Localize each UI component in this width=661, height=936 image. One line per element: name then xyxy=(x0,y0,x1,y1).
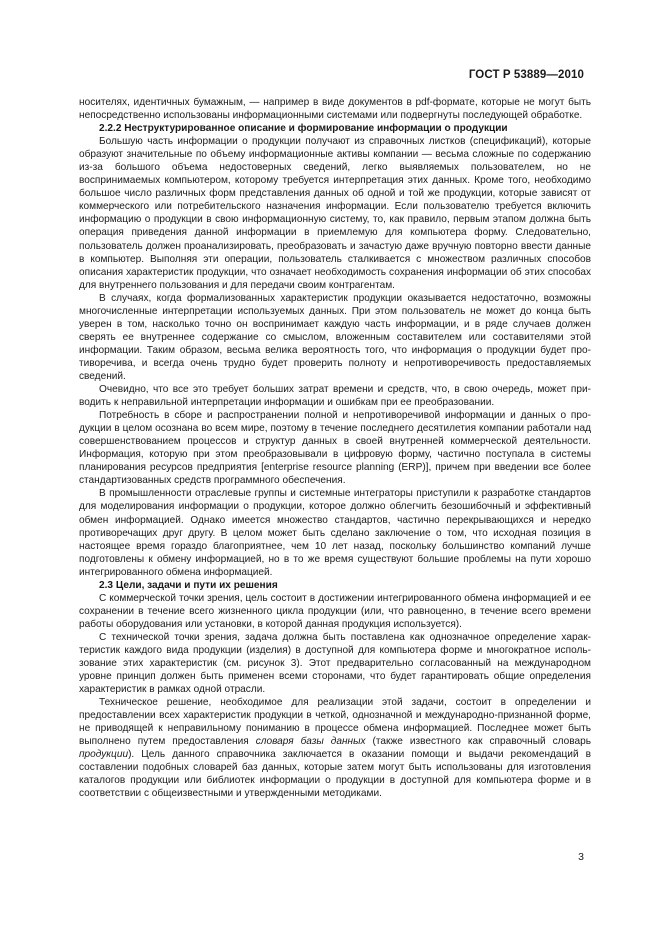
standard-header: ГОСТ Р 53889—2010 xyxy=(468,69,584,81)
text-run: ). Цель данного справочника заключается в оказании помощи и выдачи рекомендаций в составлении подобных словарей баз данных, которые затем могут быть использованы для изготовления каталогов продукции или библиотек информации о продукции в доступной для компьютера форме и в соответствии с общеизвестными и утвержденными методиками. xyxy=(79,749,591,800)
emphasis-term: словаря базы данных xyxy=(255,736,366,748)
section-heading-2-2-2: 2.2.2 Неструктурированное описание и формирование информации о продукции xyxy=(99,123,508,135)
paragraph: С коммерческой точки зрения, цель состоит в достижении интегрированного обмена информацией и ее сохранении в течение всего жизненного цикла продукции (или, что равноценно, в течение всего времени работы оборудования или установки, в которой данная продукция используется). xyxy=(79,592,591,630)
paragraph: В промышленности отраслевые группы и системные интеграторы приступили к разработке стандартов для моделирования информации о продукции, которое должно облегчить безошибочный и эффективный обмен информацией. Однако имеется множество стандартов, частично перекрывающихся и нередко противоречащих друг другу. В целом может быть сделано заключение о том, что исходная позиция в настоящее время гораздо благоприятнее, чем 10 лет назад, поскольку большинство компаний лучше подготовлены к обмену информацией, но в то же время существуют большие проблемы на пути хорошо интегрированного обмена информацией. xyxy=(79,488,591,578)
text-run: Техническое решение, необходимое для реализации этой задачи, состоит в определении и предоставлении всех характеристик продукции в четкой, однозначной и международно-признанной форме, не приводящей к неправильному пониманию в процессе обмена информацией. Последнее может быть выполнено путем предоставления xyxy=(79,697,591,748)
paragraph: В случаях, когда формализованных характеристик продукции оказывается недостаточно, возможны многочисленные интерпретации используемых данных. При этом пользователь не может до конца быть уверен в том, насколько точно он воспринимает каждую часть информации, и в ряде случаев должен сверять ее внутреннее содержание со смыслом, вложенным составителем или составителями этой информации. Таким образом, весьма велика вероятность того, что информация о продукции будет противоречива, и всегда очень трудно будет проверить полноту и непротиворечивость предоставляемых сведений. xyxy=(79,292,591,382)
paragraph: Большую часть информации о продукции получают из справочных листков (спецификаций), которые образуют значительные по объему информационные активы компании — весьма сложные по содержанию из-за большого объема недостоверных сведений, легко выявляемых пользователем, но не воспринимаемых компьютером, которому требуется интерпретация этих данных. Кроме того, необходимо большое число различных форм представления данных об одной и той же продукции, которые зависят от коммерческого или потребительского назначения информации. Если пользователю требуется включить информацию о продукции в свою информационную систему, то, как правило, первым этапом должна быть операция приведения данной информации в приемлемую для компьютера форму. Следовательно, пользователь должен проанализировать, преобразовать и зачастую даже вручную повторно ввести данные в компьютер. Выполняя эти операции, пользователь сталкивается с множеством различных способов описания характеристик продукции, что означает необходимость сохранения информации об этих способах для внутреннего пользования и для передачи своим контрагентам. xyxy=(79,136,591,291)
page-number: 3 xyxy=(578,851,584,863)
emphasis-term: продукции xyxy=(79,749,129,761)
text-run: (также известного как справочный словарь xyxy=(365,736,591,748)
paragraph: носителях, идентичных бумажным, — например в виде документов в pdf-формате, которые не могут быть непосредственно использованы информационными системами или подвергнуты последующей обработке. xyxy=(79,97,591,122)
paragraph: Потребность в сборе и распространении полной и непротиворечивой информации и данных о продукции в целом осознана во всем мире, поэтому в течение последнего десятилетия компании работали над совершенствованием процессов и структур данных в своей внутренней коммерческой деятельности. Информация, которую при этом преобразовывали в цифровую форму, частично поступала в системы планирования ресурсов предприятия [enterprise resource planning (ERP)], причем при введении все более стандартизованных средств программного обеспечения. xyxy=(79,410,591,487)
paragraph: Очевидно, что все это требует больших затрат времени и средств, что, в свою очередь, может приводить к неправильной интерпретации информации и ошибкам при ее преобразовании. xyxy=(79,384,591,409)
paragraph: С технической точки зрения, задача должна быть поставлена как однозначное определение характеристик каждого вида продукции (изделия) в доступной для компьютера форме и многократное использование этих характеристик (см. рисунок 3). Этот предварительно согласованный на международном уровне принцип должен быть применен всеми сторонами, что будет гарантировать общие определения характеристик в рамках одной отрасли. xyxy=(79,631,591,696)
page-body xyxy=(79,96,591,801)
paragraph xyxy=(79,696,591,800)
section-heading-2-3: 2.3 Цели, задачи и пути их решения xyxy=(99,579,278,591)
